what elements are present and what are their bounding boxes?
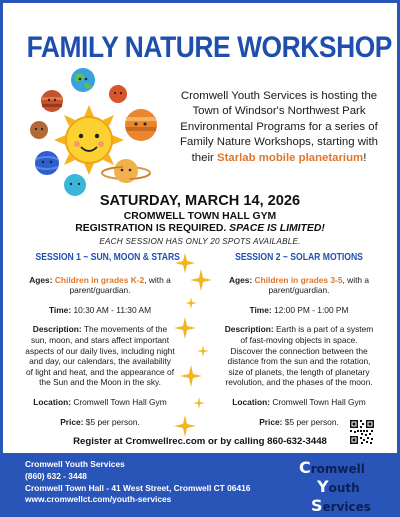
sun-icon bbox=[54, 105, 124, 175]
session-2-ages bbox=[224, 275, 374, 296]
logo-initial-s: S bbox=[311, 496, 323, 515]
star-icon bbox=[174, 415, 196, 437]
star-divider bbox=[171, 253, 217, 443]
session-1-price bbox=[25, 417, 175, 428]
location-label: Location: bbox=[232, 396, 270, 407]
star-icon bbox=[197, 345, 209, 357]
star-icon bbox=[190, 269, 212, 291]
location-value: Cromwell Town Hall Gym bbox=[73, 396, 167, 407]
footer bbox=[3, 453, 397, 517]
logo-word-cromwell: romwell bbox=[310, 462, 365, 476]
session-2-title: SESSION 2 ~ SOLAR MOTIONS bbox=[235, 252, 363, 263]
planet-icon bbox=[41, 90, 63, 112]
price-value: $5 per person. bbox=[284, 416, 339, 427]
time-value: 12:00 PM - 1:00 PM bbox=[274, 304, 349, 315]
session-1-title: SESSION 1 ~ SUN, MOON & STARS bbox=[35, 252, 180, 263]
session-1-description bbox=[25, 324, 175, 388]
planet-icon bbox=[109, 85, 127, 103]
location-value: Cromwell Town Hall Gym bbox=[272, 396, 366, 407]
session-1-time bbox=[25, 305, 175, 316]
session-2-time bbox=[224, 305, 374, 316]
description-label: Description: bbox=[224, 324, 274, 335]
ages-value: Children in grades 3-5 bbox=[254, 274, 343, 285]
registration-notice bbox=[3, 223, 397, 234]
description-label: Description: bbox=[32, 324, 82, 335]
session-1-location bbox=[25, 397, 175, 408]
space-limited: SPACE IS LIMITED! bbox=[229, 223, 325, 234]
star-icon bbox=[185, 297, 197, 309]
spots-note: EACH SESSION HAS ONLY 20 SPOTS AVAILABLE. bbox=[99, 237, 301, 246]
intro-paragraph bbox=[173, 89, 385, 166]
footer-phone: (860) 632 - 3448 bbox=[25, 470, 87, 481]
intro-end: ! bbox=[363, 151, 367, 164]
footer-org: Cromwell Youth Services bbox=[25, 459, 125, 469]
register-line: Register at Cromwellrec.com or by calling 860-632-3448 bbox=[73, 436, 327, 447]
star-icon bbox=[174, 317, 196, 339]
logo-initial-y: Y bbox=[317, 477, 329, 496]
logo-word-services: ervices bbox=[322, 500, 371, 514]
planet-icon bbox=[71, 68, 95, 92]
planet-icon bbox=[125, 109, 157, 141]
description-value: The movements of the sun, moon, and stars affect important aspects of our daily lives, including night and day, our calendars, the availability of light and heat, and the appearance of the Sun and the Moon in the sky. bbox=[25, 324, 175, 388]
intro-text: Cromwell Youth Services is hosting the Town of Windsor's Northwest Park Environmental Programs for a series of Family Nature Workshops, starting with their bbox=[180, 90, 378, 164]
price-label: Price: bbox=[259, 416, 283, 427]
ages-value: Children in grades K-2 bbox=[54, 274, 145, 285]
star-icon bbox=[180, 365, 202, 387]
logo-word-youth: outh bbox=[328, 481, 360, 495]
logo-initial-c: C bbox=[299, 458, 311, 477]
event-date: SATURDAY, MARCH 14, 2026 bbox=[99, 193, 301, 209]
planet-icon bbox=[35, 151, 59, 175]
session-1 bbox=[25, 252, 180, 436]
footer-url[interactable]: www.cromwellct.com/youth-services bbox=[25, 494, 172, 505]
intro-highlight: Starlab mobile planetarium bbox=[216, 151, 364, 164]
page-title: FAMILY NATURE WORKSHOP bbox=[26, 31, 392, 64]
ages-rest: , with a parent/guardian. bbox=[69, 274, 171, 296]
svg-text:Youth bbox=[316, 477, 360, 496]
time-label: Time: bbox=[48, 304, 72, 315]
description-value: Earth is a part of a system of fast-moving objects in space. Discover the connection between the distance from the sun and the rotation, size of planets, the length of planetary revolution, and the phases of the moon. bbox=[225, 324, 374, 388]
event-venue: CROMWELL TOWN HALL GYM bbox=[123, 211, 277, 222]
location-label: Location: bbox=[33, 396, 71, 407]
solar-system-illustration bbox=[25, 67, 165, 199]
planet-icon bbox=[30, 121, 48, 139]
session-2 bbox=[224, 253, 374, 436]
registration-required: REGISTRATION IS REQUIRED. bbox=[75, 223, 227, 234]
footer-contact bbox=[25, 459, 250, 506]
footer-address: Cromwell Town Hall - 41 West Street, Cromwell CT 06416 bbox=[25, 482, 251, 493]
star-icon bbox=[175, 253, 195, 273]
star-icon bbox=[193, 397, 205, 409]
session-2-description bbox=[224, 324, 374, 388]
price-value: $5 per person. bbox=[85, 416, 140, 427]
time-label: Time: bbox=[249, 304, 272, 315]
ages-label: Ages: bbox=[29, 274, 53, 285]
session-1-ages bbox=[25, 275, 175, 296]
svg-text:Cromwell bbox=[299, 458, 365, 477]
qr-code-icon[interactable] bbox=[349, 419, 375, 445]
price-label: Price: bbox=[60, 416, 84, 427]
time-value: 10:30 AM - 11:30 AM bbox=[73, 304, 152, 315]
svg-text:Services bbox=[311, 496, 371, 515]
ages-rest: , with a parent/guardian. bbox=[268, 274, 370, 296]
session-2-location bbox=[224, 397, 374, 408]
ages-label: Ages: bbox=[228, 274, 253, 285]
cromwell-youth-services-logo bbox=[297, 455, 387, 515]
